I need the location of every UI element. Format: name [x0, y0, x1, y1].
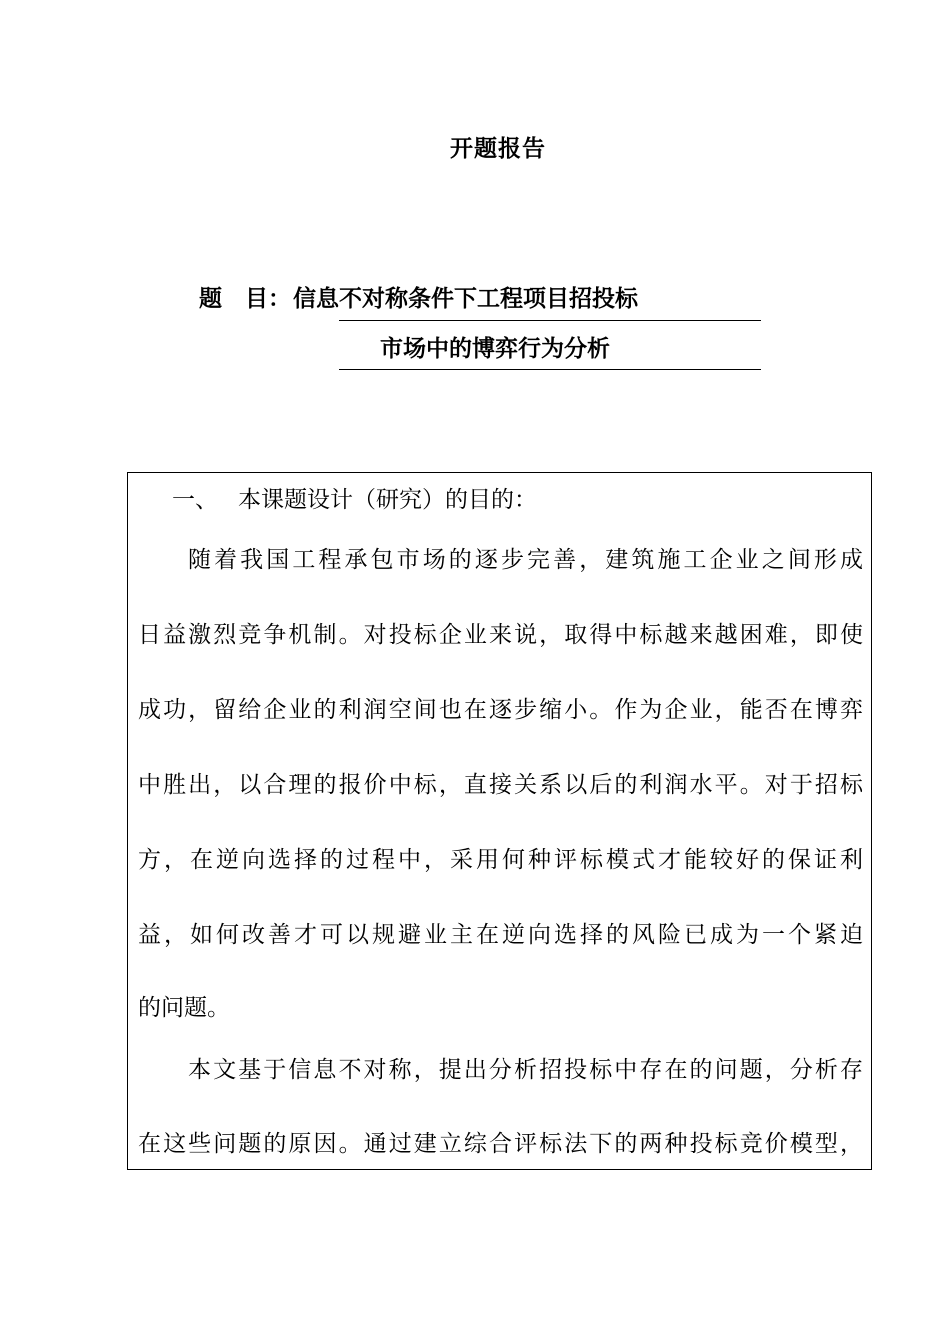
topic-line-2: 市场中的博弈行为分析	[380, 336, 610, 362]
paragraph-line: 中胜出，以合理的报价中标，直接关系以后的利润水平。对于招标	[138, 772, 863, 798]
section-number: 一、	[172, 487, 218, 513]
paragraph-line: 在这些问题的原因。通过建立综合评标法下的两种投标竞价模型，	[138, 1131, 863, 1157]
paragraph-line: 益，如何改善才可以规避业主在逆向选择的风险已成为一个紧迫	[138, 922, 863, 948]
section-heading	[172, 485, 537, 515]
paragraph-line: 的问题。	[138, 995, 230, 1021]
section-heading-text: 本课题设计（研究）的目的：	[238, 487, 537, 513]
paragraph-line: 成功，留给企业的利润空间也在逐步缩小。作为企业，能否在博弈	[138, 697, 863, 723]
purpose-section-box	[127, 472, 872, 1170]
paragraph-line: 随着我国工程承包市场的逐步完善，建筑施工企业之间形成	[188, 547, 863, 573]
report-title: 开题报告	[450, 136, 546, 162]
topic-line-1: 信息不对称条件下工程项目招投标	[293, 286, 638, 312]
topic-label: 题 目：	[199, 286, 291, 312]
paragraph-line: 日益激烈竞争机制。对投标企业来说，取得中标越来越困难，即使	[138, 622, 863, 648]
topic-underline-2	[339, 369, 761, 370]
paragraph-line: 本文基于信息不对称，提出分析招投标中存在的问题，分析存	[188, 1057, 863, 1083]
topic-underline-1	[339, 320, 761, 321]
paragraph-line: 方，在逆向选择的过程中，采用何种评标模式才能较好的保证利	[138, 847, 863, 873]
